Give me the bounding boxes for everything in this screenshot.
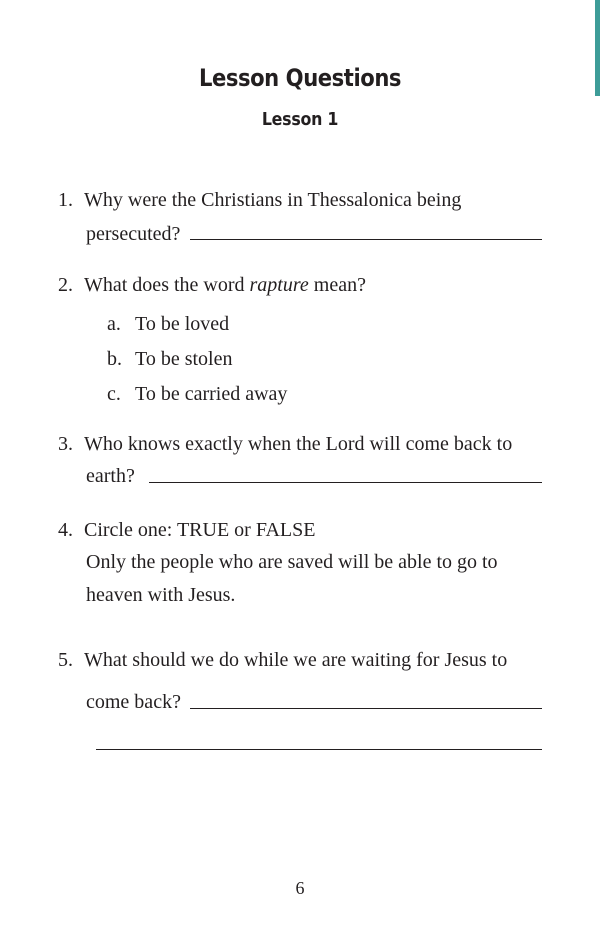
answer-blank[interactable] xyxy=(190,708,542,709)
option-text: To be loved xyxy=(135,313,230,335)
page-number: 6 xyxy=(295,878,305,898)
answer-blank-second-line[interactable] xyxy=(96,749,542,750)
question-text: Circle one: TRUE or FALSE xyxy=(84,519,316,541)
question-text-suffix: mean? xyxy=(308,274,366,296)
emphasized-word: rapture xyxy=(249,274,309,296)
question-text: Why were the Christians in Thessalonica being xyxy=(84,189,462,211)
question-number: 1. xyxy=(58,189,73,211)
question-text-prefix: What does the word xyxy=(84,274,250,296)
option-letter: c. xyxy=(107,383,121,405)
page-title: Lesson Questions xyxy=(198,64,402,92)
question-text: Only the people who are saved will be able to go to xyxy=(86,551,498,573)
question-text: earth? xyxy=(86,465,135,487)
answer-blank[interactable] xyxy=(149,482,542,483)
option-letter: b. xyxy=(107,348,122,370)
lesson-subtitle: Lesson 1 xyxy=(261,109,339,130)
page-edge-marker xyxy=(595,0,600,96)
question-text xyxy=(84,273,366,297)
question-text: What should we do while we are waiting for Jesus to xyxy=(84,649,508,671)
answer-blank[interactable] xyxy=(190,239,542,240)
option-text: To be stolen xyxy=(135,348,233,370)
question-number: 5. xyxy=(58,649,73,671)
question-number: 4. xyxy=(58,519,73,541)
question-text: persecuted? xyxy=(86,223,181,245)
option-letter: a. xyxy=(107,313,121,335)
question-text: Who knows exactly when the Lord will come back to xyxy=(84,433,513,455)
question-text: heaven with Jesus. xyxy=(86,584,236,606)
option-text: To be carried away xyxy=(135,383,288,405)
question-number: 3. xyxy=(58,433,73,455)
question-number: 2. xyxy=(58,274,73,296)
question-text: come back? xyxy=(86,691,181,713)
